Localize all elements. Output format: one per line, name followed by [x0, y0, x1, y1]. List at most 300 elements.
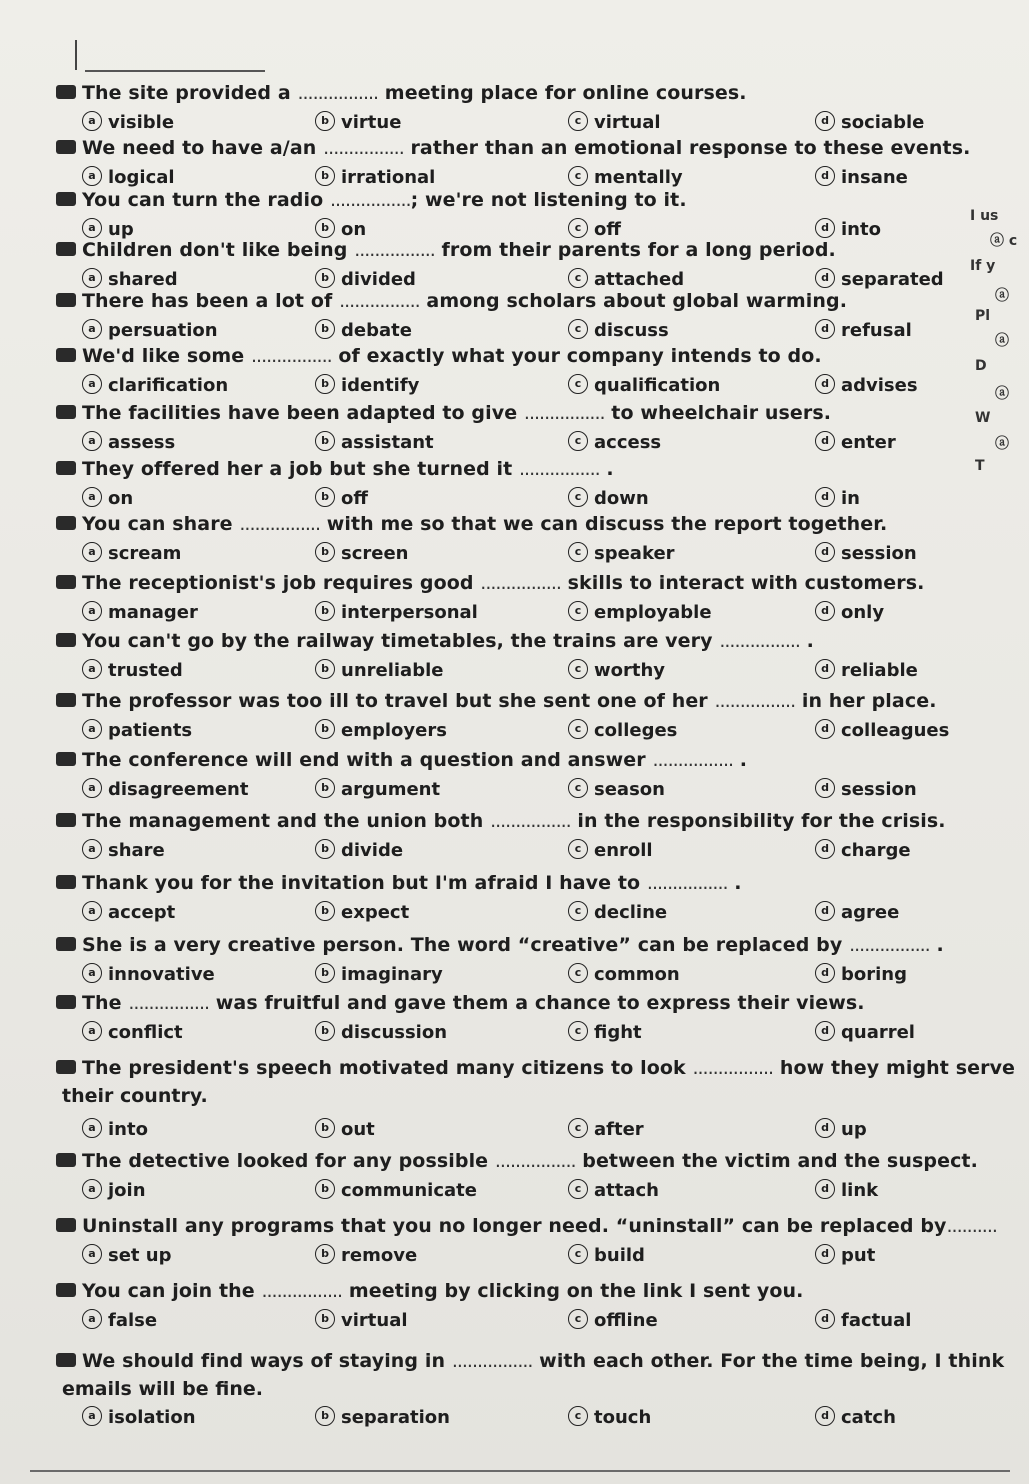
question-item — [0, 572, 1029, 632]
stem-text-after: . — [599, 458, 614, 480]
option-letter-icon: b — [315, 319, 335, 339]
option-text: join — [108, 1180, 146, 1201]
answer-blank[interactable]: ................ — [480, 572, 561, 594]
option-text: accept — [108, 902, 176, 923]
question-stem — [56, 290, 847, 312]
stem-text-line2: emails will be fine. — [62, 1378, 263, 1400]
answer-option[interactable] — [568, 602, 712, 623]
answer-option[interactable] — [568, 1119, 644, 1140]
option-letter-icon: c — [568, 1179, 588, 1199]
option-letter-icon: d — [815, 1179, 835, 1199]
question-number-icon — [56, 875, 76, 889]
answer-blank[interactable]: ................ — [339, 290, 420, 312]
stem-text: The detective looked for any possible — [82, 1150, 495, 1172]
question-stem — [56, 872, 742, 894]
option-text: attached — [594, 269, 685, 290]
answer-option[interactable] — [315, 543, 409, 564]
answer-option[interactable] — [82, 660, 183, 681]
stem-text-after: how they might serve — [773, 1057, 1016, 1079]
question-item — [0, 749, 1029, 809]
option-letter-icon: b — [315, 1309, 335, 1329]
option-letter-icon: d — [815, 431, 835, 451]
answer-option[interactable] — [315, 432, 434, 453]
option-letter-icon: d — [815, 268, 835, 288]
answer-option[interactable] — [815, 660, 918, 681]
answer-option[interactable] — [82, 1022, 183, 1043]
question-stem — [56, 402, 831, 424]
stem-text: You can share — [82, 513, 240, 535]
answer-option[interactable] — [82, 488, 133, 509]
answer-option[interactable] — [315, 112, 401, 133]
answer-option[interactable] — [315, 1180, 477, 1201]
answer-option[interactable] — [82, 375, 228, 396]
answer-blank[interactable]: ................ — [652, 749, 734, 771]
answer-blank[interactable]: ................ — [297, 82, 379, 104]
answer-option[interactable] — [315, 840, 403, 861]
answer-option[interactable] — [568, 167, 683, 188]
option-text: into — [841, 219, 881, 240]
question-item — [0, 345, 1029, 405]
option-text: discussion — [341, 1022, 448, 1043]
answer-option[interactable] — [568, 488, 649, 509]
question-stem — [56, 630, 814, 652]
question-stem — [56, 572, 924, 594]
option-text: sociable — [841, 112, 925, 133]
stem-text: Uninstall any programs that you no longer need. “uninstall” can be replaced by — [82, 1215, 947, 1237]
option-text: remove — [341, 1245, 418, 1266]
option-letter-icon: a — [82, 659, 102, 679]
option-text: fight — [594, 1022, 642, 1043]
question-stem — [56, 690, 937, 712]
answer-option[interactable] — [82, 1180, 146, 1201]
answer-option[interactable] — [815, 269, 944, 290]
option-text: virtue — [341, 112, 402, 133]
option-text: advises — [841, 375, 918, 396]
answer-option[interactable] — [315, 720, 447, 741]
option-text: off — [341, 488, 368, 509]
option-text: discuss — [594, 320, 669, 341]
answer-option[interactable] — [815, 1407, 896, 1428]
stem-text-after: skills to interact with customers. — [560, 572, 925, 594]
answer-option[interactable] — [568, 660, 665, 681]
option-letter-icon: a — [82, 218, 102, 238]
option-text: in — [841, 488, 860, 509]
answer-option[interactable] — [815, 112, 924, 133]
answer-blank[interactable]: ................ — [323, 137, 404, 159]
option-text: colleagues — [841, 720, 950, 741]
question-item — [0, 458, 1029, 518]
question-stem — [56, 1350, 1004, 1372]
answer-option[interactable] — [315, 167, 435, 188]
option-text: down — [594, 488, 649, 509]
option-letter-icon: c — [568, 1406, 588, 1426]
answer-option[interactable] — [82, 1310, 157, 1331]
option-text: mentally — [594, 167, 683, 188]
answer-option[interactable] — [315, 779, 440, 800]
option-letter-icon: a — [82, 1244, 102, 1264]
answer-option[interactable] — [315, 660, 443, 681]
option-text: session — [841, 543, 917, 564]
option-text: put — [841, 1245, 876, 1266]
side-fragment: ⓐ — [995, 288, 1009, 304]
answer-blank[interactable]: ................ — [128, 992, 210, 1014]
option-letter-icon: b — [315, 218, 335, 238]
option-letter-icon: c — [568, 963, 588, 983]
option-text: catch — [841, 1407, 896, 1428]
question-stem — [56, 137, 970, 159]
option-letter-icon: b — [315, 111, 335, 131]
answer-option[interactable] — [82, 720, 192, 741]
option-text: identify — [341, 375, 420, 396]
answer-option[interactable] — [568, 320, 669, 341]
answer-option[interactable] — [315, 269, 416, 290]
answer-blank[interactable]: ................ — [451, 1350, 533, 1372]
stem-text: The — [82, 992, 129, 1014]
stem-text-after: meeting place for online courses. — [378, 82, 747, 104]
option-letter-icon: a — [82, 319, 102, 339]
answer-option[interactable] — [82, 219, 134, 240]
question-number-icon — [56, 242, 76, 256]
question-number-icon — [56, 995, 76, 1009]
option-letter-icon: c — [568, 659, 588, 679]
answer-option[interactable] — [82, 1119, 148, 1140]
option-letter-icon: b — [315, 963, 335, 983]
option-letter-icon: a — [82, 111, 102, 131]
option-letter-icon: b — [315, 431, 335, 451]
answer-option[interactable] — [815, 432, 896, 453]
question-number-icon — [56, 516, 76, 530]
option-letter-icon: b — [315, 268, 335, 288]
option-text: season — [594, 779, 665, 800]
answer-option[interactable] — [82, 432, 175, 453]
stem-text-after: rather than an emotional response to these events. — [403, 137, 971, 159]
answer-option[interactable] — [315, 219, 366, 240]
question-number-icon — [56, 348, 76, 362]
stem-text: You can join the — [82, 1280, 262, 1302]
answer-option[interactable] — [315, 1407, 450, 1428]
side-fragment: ⓐ — [995, 333, 1009, 349]
answer-option[interactable] — [82, 1245, 172, 1266]
answer-option[interactable] — [568, 720, 677, 741]
answer-option[interactable] — [82, 840, 165, 861]
answer-option[interactable] — [815, 779, 917, 800]
option-text: trusted — [108, 660, 183, 681]
question-number-icon — [56, 937, 76, 951]
answer-option[interactable] — [568, 1022, 642, 1043]
answer-option[interactable] — [568, 269, 684, 290]
option-letter-icon: b — [315, 659, 335, 679]
stem-text: There has been a lot of — [82, 290, 340, 312]
answer-blank[interactable]: ................ — [354, 239, 435, 261]
stem-text-after: between the victim and the suspect. — [575, 1150, 978, 1172]
answer-option[interactable] — [568, 840, 653, 861]
answer-blank[interactable]: ................ — [519, 458, 600, 480]
answer-option[interactable] — [315, 1310, 408, 1331]
option-letter-icon: d — [815, 963, 835, 983]
answer-option[interactable] — [568, 1407, 651, 1428]
option-text: offline — [594, 1310, 658, 1331]
option-text: enroll — [594, 840, 653, 861]
option-text: after — [594, 1119, 644, 1140]
question-item — [0, 1057, 1029, 1140]
question-item — [0, 82, 1029, 142]
option-letter-icon: a — [82, 268, 102, 288]
option-letter-icon: c — [568, 218, 588, 238]
question-number-icon — [56, 813, 76, 827]
option-text: quarrel — [841, 1022, 915, 1043]
option-letter-icon: c — [568, 111, 588, 131]
stem-text: You can turn the radio — [82, 189, 330, 211]
answer-option[interactable] — [315, 902, 409, 923]
question-stem — [56, 1215, 997, 1237]
option-letter-icon: b — [315, 1021, 335, 1041]
stem-text: We'd like some — [82, 345, 252, 367]
answer-option[interactable] — [315, 1119, 375, 1140]
option-letter-icon: b — [315, 166, 335, 186]
option-text: isolation — [108, 1407, 196, 1428]
question-number-icon — [56, 1218, 76, 1232]
answer-option[interactable] — [815, 1119, 867, 1140]
answer-option[interactable] — [815, 488, 860, 509]
option-letter-icon: d — [815, 111, 835, 131]
answer-option[interactable] — [82, 112, 174, 133]
question-number-icon — [56, 405, 76, 419]
stem-text-after: to wheelchair users. — [604, 402, 832, 424]
answer-option[interactable] — [815, 902, 899, 923]
option-letter-icon: b — [315, 1406, 335, 1426]
answer-option[interactable] — [568, 219, 621, 240]
answer-blank[interactable]: ................ — [523, 402, 605, 424]
option-text: disagreement — [108, 779, 249, 800]
option-text: agree — [841, 902, 900, 923]
option-text: reliable — [841, 660, 918, 681]
stem-text: Thank you for the invitation but I'm afraid I have to — [82, 872, 647, 894]
answer-option[interactable] — [315, 964, 443, 985]
answer-option[interactable] — [815, 320, 912, 341]
answer-option[interactable] — [568, 779, 665, 800]
stem-text: They offered her a job but she turned it — [82, 458, 520, 480]
stem-text: The receptionist's job requires good — [82, 572, 481, 594]
answer-blank[interactable]: ................ — [329, 189, 411, 211]
option-text: worthy — [594, 660, 666, 681]
option-letter-icon: c — [568, 778, 588, 798]
option-letter-icon: b — [315, 1179, 335, 1199]
stem-text-after: . — [727, 872, 742, 894]
option-letter-icon: c — [568, 542, 588, 562]
answer-blank[interactable]: ................ — [714, 690, 796, 712]
option-letter-icon: a — [82, 166, 102, 186]
option-letter-icon: d — [815, 778, 835, 798]
answer-blank[interactable]: ................ — [251, 345, 332, 367]
answer-blank[interactable]: ................ — [646, 872, 728, 894]
question-number-icon — [56, 575, 76, 589]
option-letter-icon: c — [568, 319, 588, 339]
answer-option[interactable] — [815, 964, 907, 985]
option-letter-icon: d — [815, 719, 835, 739]
answer-blank[interactable]: ................ — [261, 1280, 343, 1302]
option-letter-icon: c — [568, 1309, 588, 1329]
option-text: false — [108, 1310, 158, 1331]
option-letter-icon: a — [82, 1406, 102, 1426]
option-text: factual — [841, 1310, 912, 1331]
side-fragment: Pl — [975, 308, 991, 324]
answer-blank[interactable]: ................ — [692, 1057, 774, 1079]
option-text: charge — [841, 840, 911, 861]
option-letter-icon: a — [82, 719, 102, 739]
option-text: virtual — [341, 1310, 408, 1331]
option-text: imaginary — [341, 964, 443, 985]
answer-blank[interactable]: ................ — [239, 513, 321, 535]
stem-text: You can't go by the railway timetables, the trains are very — [82, 630, 720, 652]
option-text: debate — [341, 320, 412, 341]
option-letter-icon: a — [82, 963, 102, 983]
question-item — [0, 810, 1029, 870]
question-item — [0, 690, 1029, 750]
option-letter-icon: b — [315, 1244, 335, 1264]
answer-option[interactable] — [568, 1245, 645, 1266]
side-fragment: ⓐ — [995, 436, 1009, 452]
answer-option[interactable] — [315, 375, 419, 396]
option-text: logical — [108, 167, 175, 188]
stem-text-after: . — [733, 749, 748, 771]
option-text: conflict — [108, 1022, 183, 1043]
option-text: on — [108, 488, 134, 509]
answer-option[interactable] — [315, 1245, 417, 1266]
option-letter-icon: d — [815, 1021, 835, 1041]
answer-option[interactable] — [82, 269, 178, 290]
answer-option[interactable] — [568, 112, 661, 133]
answer-option[interactable] — [815, 1180, 878, 1201]
option-letter-icon: a — [82, 601, 102, 621]
answer-option[interactable] — [568, 543, 675, 564]
question-stem — [56, 458, 614, 480]
answer-option[interactable] — [815, 167, 908, 188]
option-text: qualification — [594, 375, 721, 396]
answer-option[interactable] — [568, 1180, 659, 1201]
option-text: up — [841, 1119, 867, 1140]
stem-text-after: with me so that we can discuss the report together. — [320, 513, 888, 535]
answer-option[interactable] — [568, 902, 667, 923]
answer-option[interactable] — [815, 1310, 911, 1331]
answer-option[interactable] — [815, 1245, 875, 1266]
question-item — [0, 513, 1029, 573]
answer-option[interactable] — [315, 488, 368, 509]
option-text: manager — [108, 602, 198, 623]
option-text: set up — [108, 1245, 172, 1266]
answer-option[interactable] — [568, 964, 680, 985]
side-fragment: D — [975, 358, 987, 374]
answer-option[interactable] — [815, 840, 911, 861]
option-letter-icon: d — [815, 542, 835, 562]
footer-rule — [30, 1470, 1010, 1472]
option-text: enter — [841, 432, 896, 453]
option-letter-icon: d — [815, 901, 835, 921]
question-stem — [56, 810, 946, 832]
answer-blank[interactable]: .......... — [946, 1215, 997, 1237]
stem-text-after: among scholars about global warming. — [419, 290, 848, 312]
answer-option[interactable] — [815, 543, 917, 564]
answer-option[interactable] — [82, 779, 248, 800]
answer-option[interactable] — [815, 375, 918, 396]
option-letter-icon: c — [568, 1118, 588, 1138]
option-letter-icon: b — [315, 901, 335, 921]
question-number-icon — [56, 85, 76, 99]
answer-option[interactable] — [568, 375, 720, 396]
answer-option[interactable] — [315, 320, 412, 341]
option-text: common — [594, 964, 680, 985]
option-letter-icon: d — [815, 1118, 835, 1138]
option-text: argument — [341, 779, 441, 800]
header-rule — [85, 70, 265, 72]
option-text: colleges — [594, 720, 678, 741]
answer-option[interactable] — [82, 320, 218, 341]
option-letter-icon: c — [568, 719, 588, 739]
option-text: refusal — [841, 320, 912, 341]
option-letter-icon: a — [82, 431, 102, 451]
question-stem — [56, 934, 944, 956]
stem-text-after: in the responsibility for the crisis. — [570, 810, 946, 832]
answer-option[interactable] — [815, 720, 949, 741]
answer-option[interactable] — [82, 964, 215, 985]
option-letter-icon: b — [315, 601, 335, 621]
option-letter-icon: c — [568, 601, 588, 621]
question-stem — [56, 239, 836, 261]
answer-option[interactable] — [815, 1022, 915, 1043]
option-letter-icon: a — [82, 778, 102, 798]
answer-option[interactable] — [82, 167, 175, 188]
stem-text-after: ; we're not listening to it. — [410, 189, 687, 211]
answer-option[interactable] — [568, 1310, 658, 1331]
option-letter-icon: a — [82, 839, 102, 859]
option-text: separation — [341, 1407, 450, 1428]
question-item — [0, 872, 1029, 932]
option-letter-icon: d — [815, 1406, 835, 1426]
option-letter-icon: c — [568, 1021, 588, 1041]
answer-option[interactable] — [82, 1407, 196, 1428]
question-number-icon — [56, 1353, 76, 1367]
stem-text-after: . — [929, 934, 944, 956]
question-stem — [56, 1150, 978, 1172]
option-letter-icon: d — [815, 1244, 835, 1264]
question-item — [0, 290, 1029, 350]
option-text: interpersonal — [341, 602, 478, 623]
stem-text-after: of exactly what your company intends to do. — [331, 345, 822, 367]
side-fragment: I us — [970, 208, 999, 224]
stem-text: The management and the union both — [82, 810, 491, 832]
question-stem — [56, 345, 822, 367]
answer-option[interactable] — [315, 1022, 447, 1043]
answer-option[interactable] — [315, 602, 478, 623]
option-letter-icon: d — [815, 374, 835, 394]
answer-blank[interactable]: ................ — [494, 1150, 576, 1172]
answer-option[interactable] — [815, 602, 884, 623]
option-letter-icon: b — [315, 839, 335, 859]
option-text: divided — [341, 269, 416, 290]
answer-option[interactable] — [815, 219, 881, 240]
answer-option[interactable] — [568, 432, 661, 453]
option-letter-icon: a — [82, 1021, 102, 1041]
question-number-icon — [56, 752, 76, 766]
answer-blank[interactable]: ................ — [490, 810, 571, 832]
answer-option[interactable] — [82, 902, 175, 923]
stem-text: The facilities have been adapted to give — [82, 402, 524, 424]
answer-option[interactable] — [82, 602, 198, 623]
answer-blank[interactable]: ................ — [719, 630, 800, 652]
option-letter-icon: d — [815, 487, 835, 507]
answer-blank[interactable]: ................ — [849, 934, 930, 956]
option-letter-icon: d — [815, 218, 835, 238]
answer-option[interactable] — [82, 543, 181, 564]
